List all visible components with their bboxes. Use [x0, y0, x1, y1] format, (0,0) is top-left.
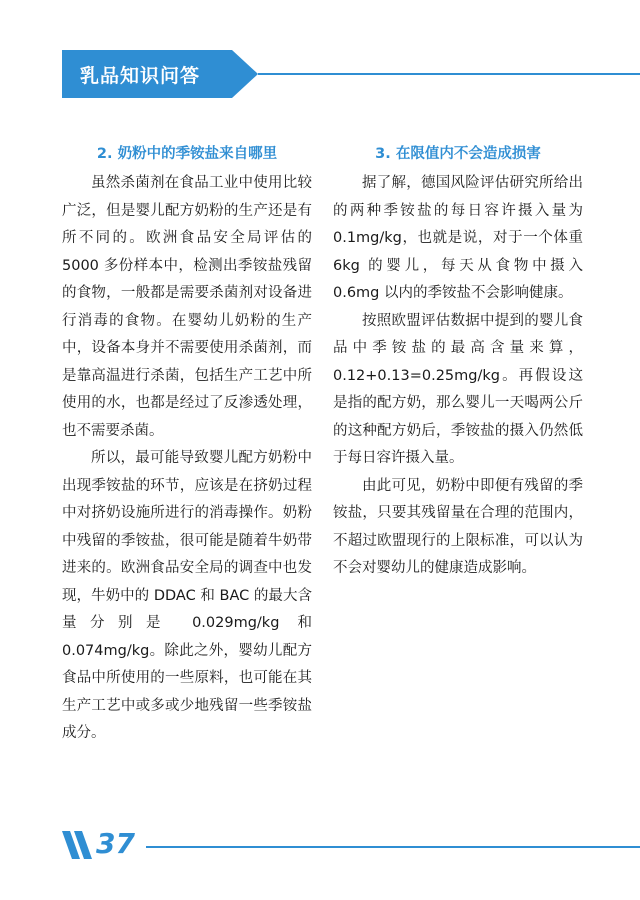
- right-column: [333, 140, 583, 583]
- right-paragraph-2: 按照欧盟评估数据中提到的婴儿食品中季铵盐的最高含量来算，0.12+0.13=0.25mg/kg。再假设这是指的配方奶，那么婴儿一天喝两公斤的这种配方奶后，季铵盐的摄入仍然低于每日容许摄入量。: [333, 312, 583, 466]
- right-paragraph-1: 据了解，德国风险评估研究所给出的两种季铵盐的每日容许摄入量为 0.1mg/kg，也就是说，对于一个体重 6kg 的婴儿，每天从食物中摄入 0.6mg 以内的季铵盐不会影响健康。: [333, 175, 583, 301]
- page-number: 37: [96, 827, 135, 860]
- left-column: [62, 140, 312, 748]
- page-header-banner: [0, 48, 640, 100]
- page-footer: [0, 825, 640, 865]
- right-section-heading: 3. 在限值内不会造成损害: [375, 146, 541, 162]
- right-paragraph-3: 由此可见，奶粉中即便有残留的季铵盐，只要其残留量在合理的范围内，不超过欧盟现行的上限标准，可以认为不会对婴幼儿的健康造成影响。: [333, 477, 583, 576]
- left-paragraph-1: 虽然杀菌剂在食品工业中使用比较广泛，但是婴儿配方奶粉的生产还是有所不同的。欧洲食品安全局评估的 5000 多份样本中，检测出季铵盐残留的食物，一般都是需要杀菌剂对设备进行消毒的食物。在婴幼儿奶粉的生产中，设备本身并不需要使用杀菌剂，而是靠高温进行杀菌，包括生产工艺中所使用的水，也都是经过了反渗透处理，也不需要杀菌。: [62, 175, 312, 439]
- left-paragraph-2: 所以，最可能导致婴儿配方奶粉中出现季铵盐的环节，应该是在挤奶过程中对挤奶设施所进行的消毒操作。奶粉中残留的季铵盐，很可能是随着牛奶带进来的。欧洲食品安全局的调查中也发现，牛奶中的 DDAC 和 BAC 的最大含量分别是 0.029mg/kg 和 0.074mg/kg。除此之外，婴幼儿配方食品中所使用的一些原料，也可能在其生产工艺中或多或少地残留一些季铵盐成分。: [62, 450, 312, 741]
- left-section-heading: 2. 奶粉中的季铵盐来自哪里: [96, 146, 278, 162]
- section-title: 乳品知识问答: [80, 65, 201, 87]
